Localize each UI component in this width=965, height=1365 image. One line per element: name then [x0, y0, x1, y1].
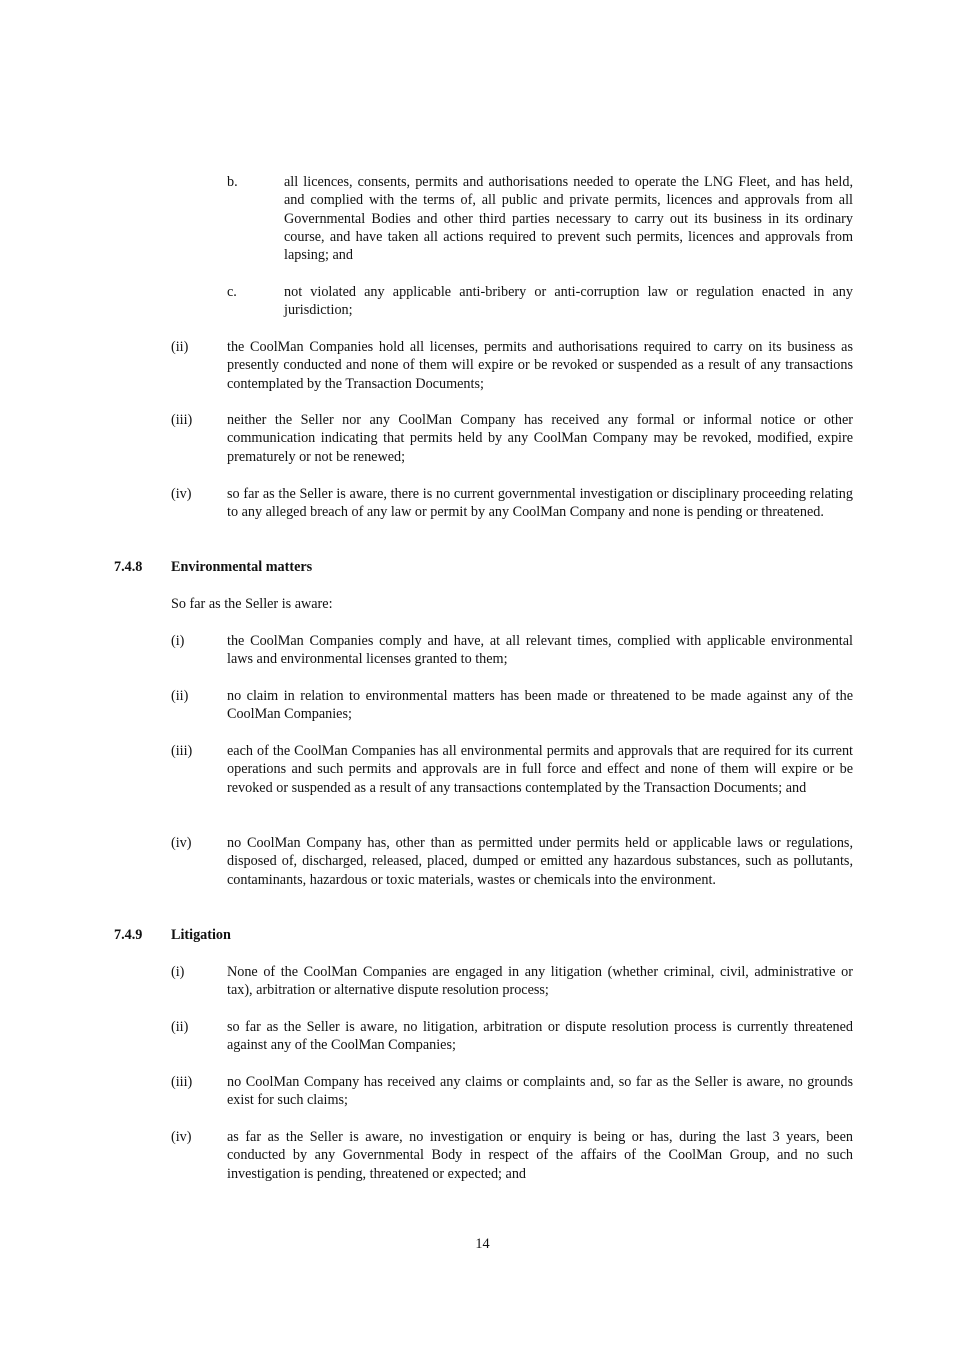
- item-text: the CoolMan Companies comply and have, at all relevant times, complied with applicable environmental laws and environmental licenses granted to them;: [227, 633, 853, 668]
- list-item-lit-iii: [171, 1073, 853, 1110]
- list-item-env-iv: [171, 834, 853, 889]
- list-item-env-i: [171, 632, 853, 669]
- section-title: Litigation: [171, 927, 231, 943]
- list-item-permits-iv: [171, 485, 853, 522]
- item-label: (i): [171, 633, 185, 649]
- item-label: (iii): [171, 743, 193, 759]
- item-label: c.: [227, 284, 237, 300]
- item-text: all licences, consents, permits and authorisations needed to operate the LNG Fleet, and has held, and complied with the terms of, all public and private permits, licences and approvals from all Governmental Bodies and other third parties necessary to carry out its business in its ordinary course, and have taken all actions required to prevent such permits, licences and approvals from lapsing; and: [284, 174, 853, 264]
- item-text: so far as the Seller is aware, there is no current governmental investigation or disciplinary proceeding relating to any alleged breach of any law or permit by any CoolMan Company and none is pending or threatened.: [227, 486, 853, 521]
- item-text: neither the Seller nor any CoolMan Company has received any formal or informal notice or other communication indicating that permits held by any CoolMan Company may be revoked, modified, expire prematurely or not be renewed;: [227, 412, 853, 465]
- page-number: 14: [475, 1236, 490, 1252]
- item-label: (ii): [171, 688, 189, 704]
- item-text: no CoolMan Company has, other than as permitted under permits held or applicable laws or regulations, disposed of, discharged, released, placed, dumped or emitted any hazardous substances, such as pollutants, contaminants, hazardous or toxic materials, wastes or chemicals into the environment.: [227, 835, 853, 888]
- item-label: (iv): [171, 1129, 192, 1145]
- list-item-lit-iv: [171, 1128, 853, 1183]
- list-item-lit-ii: [171, 1018, 853, 1055]
- list-item-env-iii: [171, 742, 853, 797]
- item-text: not violated any applicable anti-bribery or anti-corruption law or regulation enacted in any jurisdiction;: [284, 284, 853, 319]
- item-label: (iv): [171, 486, 192, 502]
- item-text: each of the CoolMan Companies has all environmental permits and approvals that are required for its current operations and such permits and approvals are in full force and effect and none of them will expire or be revoked or suspended as a result of any transactions contemplated by the Transaction Documents; and: [227, 743, 853, 796]
- item-label: (i): [171, 964, 185, 980]
- item-text: as far as the Seller is aware, no investigation or enquiry is being or has, during the last 3 years, been conducted by any Governmental Body in respect of the affairs of the CoolMan Group, and no such investigation is pending, threatened or expected; and: [227, 1129, 853, 1182]
- list-item-env-ii: [171, 687, 853, 724]
- item-text: no claim in relation to environmental matters has been made or threatened to be made against any of the CoolMan Companies;: [227, 688, 853, 723]
- item-label: (iv): [171, 835, 192, 851]
- list-item-permits-iii: [171, 411, 853, 466]
- item-label: b.: [227, 174, 238, 190]
- item-label: (iii): [171, 1074, 193, 1090]
- section-number: 7.4.9: [114, 927, 143, 943]
- list-item-permits-ii: [171, 338, 853, 393]
- list-item-lit-i: [171, 963, 853, 1000]
- section-title: Environmental matters: [171, 559, 313, 575]
- section-intro: So far as the Seller is aware:: [171, 596, 333, 612]
- list-item-b: [227, 173, 853, 264]
- item-text: the CoolMan Companies hold all licenses, permits and authorisations required to carry on its business as presently conducted and none of them will expire or be revoked or suspended as a result of any transactions contemplated by the Transaction Documents;: [227, 339, 853, 392]
- item-text: so far as the Seller is aware, no litigation, arbitration or dispute resolution process is currently threatened against any of the CoolMan Companies;: [227, 1019, 853, 1054]
- section-number: 7.4.8: [114, 559, 143, 575]
- item-label: (ii): [171, 339, 189, 355]
- item-label: (ii): [171, 1019, 189, 1035]
- item-text: no CoolMan Company has received any claims or complaints and, so far as the Seller is aware, no grounds exist for such claims;: [227, 1074, 853, 1109]
- item-label: (iii): [171, 412, 193, 428]
- list-item-c: [227, 283, 853, 320]
- item-text: None of the CoolMan Companies are engaged in any litigation (whether criminal, civil, administrative or tax), arbitration or alternative dispute resolution process;: [227, 964, 853, 999]
